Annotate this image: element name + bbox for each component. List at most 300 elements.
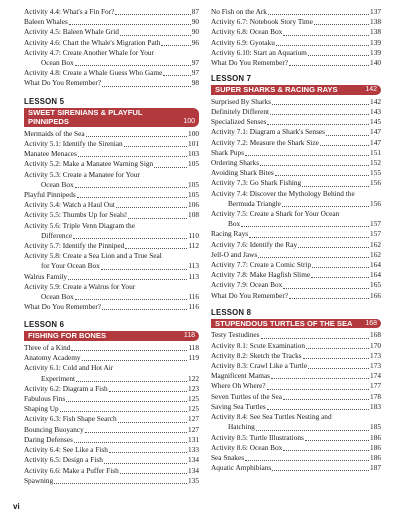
toc-entry <box>24 282 199 292</box>
toc-entry <box>24 200 199 210</box>
toc-entry-page: 156 <box>370 178 381 188</box>
dot-leader <box>109 452 187 453</box>
toc-entry-title: Activity 7.8: Make Hagfish Slime <box>211 270 311 280</box>
toc-entry <box>24 231 199 241</box>
toc-entry <box>24 241 199 251</box>
toc-entry-title: Bermuda Triangle <box>228 198 281 208</box>
toc-entry <box>211 392 381 402</box>
toc-entry-title: Activity 6.4: See Like a Fish <box>24 445 108 455</box>
toc-entry-title: Walrus Family <box>24 271 67 281</box>
dot-leader <box>54 483 187 484</box>
toc-entry <box>24 78 199 88</box>
toc-entry-title: What Do You Remember? <box>24 302 102 312</box>
toc-entry-title: Bouncing Buoyancy <box>24 424 84 434</box>
toc-entry <box>211 453 381 463</box>
toc-entry <box>24 251 199 261</box>
lesson-5-title-line1: SWEET SIRENIANS & PLAYFUL <box>28 107 143 117</box>
toc-entry <box>211 189 381 199</box>
toc-entry-page: 116 <box>188 302 199 312</box>
toc-entry-page: 186 <box>370 442 381 452</box>
toc-entry <box>211 148 381 158</box>
dot-leader <box>115 14 190 15</box>
toc-entry-title: Activity 4.8: Create a Whale Guess Who Game <box>24 68 163 78</box>
toc-entry-title: Fabulous Fins <box>24 394 66 404</box>
toc-entry <box>211 371 381 381</box>
toc-entry-title: Shark Pups <box>211 147 245 157</box>
toc-entry-title: Avoiding Shark Bites <box>211 168 274 178</box>
toc-entry-page: 127 <box>188 414 199 424</box>
dot-leader <box>241 226 369 227</box>
toc-entry <box>211 107 381 117</box>
toc-entry <box>211 158 381 168</box>
toc-entry-page: 97 <box>191 68 199 78</box>
toc-entry-title: Activity 7.5: Create a Shark for Your Ocean <box>211 209 340 219</box>
lesson-5-entries <box>24 129 199 313</box>
toc-entry <box>211 97 381 107</box>
dot-leader <box>120 473 187 474</box>
toc-entry-page: 152 <box>370 158 381 168</box>
toc-entry-page: 139 <box>370 37 381 47</box>
toc-entry-title: Activity 6.3: Fish Shape Search <box>24 414 117 424</box>
toc-entry <box>24 292 199 302</box>
toc-entry <box>211 381 381 391</box>
toc-entry-title: Activity 5.7: Identify the Pinniped <box>24 241 125 251</box>
toc-entry <box>211 178 381 188</box>
toc-entry-title: Activity 4.5: Baleen Whale Grid <box>24 27 119 37</box>
dot-leader <box>311 277 369 278</box>
dot-leader <box>306 348 369 349</box>
toc-entry <box>211 48 381 58</box>
toc-entry <box>211 341 381 351</box>
toc-entry-page: 98 <box>191 78 199 88</box>
lesson-6-entries <box>24 343 199 486</box>
dot-leader <box>283 288 369 289</box>
toc-entry-page: 112 <box>188 241 199 251</box>
toc-entry-page: 127 <box>188 424 199 434</box>
toc-entry-title: Activity 4.7: Create Another Whale for Your <box>24 47 154 57</box>
dot-leader <box>71 350 187 351</box>
lesson-6-title: FISHING FOR BONES <box>28 331 107 341</box>
toc-entry <box>24 425 199 435</box>
toc-entry-page: 135 <box>188 475 199 485</box>
dot-leader <box>267 124 369 125</box>
toc-entry-page: 147 <box>370 127 381 137</box>
toc-entry-title: Activity 5.1: Identify the Sirenian <box>24 139 123 149</box>
dot-leader <box>245 460 369 461</box>
toc-entry-page: 178 <box>370 391 381 401</box>
toc-entry-page: 155 <box>370 168 381 178</box>
toc-entry-title: Magnificent Mamas <box>211 371 270 381</box>
lesson-7-banner-page: 142 <box>365 86 377 94</box>
toc-entry <box>211 422 381 432</box>
toc-entry <box>24 394 199 404</box>
lesson-8-banner <box>211 319 381 329</box>
toc-entry <box>211 7 381 17</box>
dot-leader <box>267 409 369 410</box>
toc-entry-page: 186 <box>370 452 381 462</box>
toc-entry <box>24 68 199 78</box>
toc-entry-title: No Fish on the Ark <box>211 7 267 16</box>
toc-entry-title: Testy Testudines <box>211 330 260 340</box>
dot-leader <box>102 86 191 87</box>
toc-entry-title: Activity 4.6: Chart the Whale's Migration Path <box>24 37 161 47</box>
left-column <box>24 7 199 486</box>
toc-entry-title: Jell-O and Jaws <box>211 249 258 259</box>
toc-entry-title: Ocean Box <box>41 58 74 68</box>
toc-entry-page: 97 <box>191 58 199 68</box>
toc-entry-page: 123 <box>188 383 199 393</box>
dot-leader <box>116 207 187 208</box>
toc-entry-title: Activity 7.4: Discover the Mythology Behind the <box>211 188 355 198</box>
toc-entry-page: 145 <box>370 117 381 127</box>
dot-leader <box>289 65 369 66</box>
dot-leader <box>75 187 187 188</box>
toc-entry-title: Ordering Sharks <box>211 158 260 168</box>
toc-entry-title: Activity 5.2: Make a Manatee Warning Sign <box>24 159 154 169</box>
toc-entry-title: Activity 7.2: Measure the Shark Size <box>211 137 319 147</box>
toc-entry <box>211 229 381 239</box>
toc-entry-page: 170 <box>370 340 381 350</box>
dot-leader <box>303 358 369 359</box>
dot-leader <box>283 35 369 36</box>
toc-entry-page: 186 <box>370 432 381 442</box>
toc-entry <box>24 404 199 414</box>
toc-entry-title: Activity 6.6: Make a Puffer Fish <box>24 465 119 475</box>
toc-list-top-right <box>211 7 381 68</box>
lesson-6-banner <box>24 331 199 341</box>
toc-entry-page: 173 <box>370 361 381 371</box>
toc-entry <box>24 58 199 68</box>
toc-entry-page: 133 <box>188 445 199 455</box>
lesson-7-banner <box>211 85 381 95</box>
dot-leader <box>260 165 369 166</box>
dot-leader <box>78 156 187 157</box>
toc-entry <box>211 250 381 260</box>
toc-entry <box>24 353 199 363</box>
dot-leader <box>268 14 369 15</box>
dot-leader <box>283 399 369 400</box>
toc-entry <box>24 190 199 200</box>
toc-entry-title: Activity 6.8: Ocean Box <box>211 27 283 37</box>
dot-leader <box>73 238 187 239</box>
dot-leader <box>302 186 369 187</box>
toc-entry <box>211 58 381 68</box>
dot-leader <box>86 136 187 137</box>
toc-entry-page: 90 <box>191 27 199 37</box>
dot-leader <box>85 432 187 433</box>
toc-entry-title: Activity 4.4: What's a Fin For? <box>24 7 115 16</box>
toc-entry-title: Aquatic Amphibians <box>211 463 272 473</box>
toc-entry-page: 162 <box>370 249 381 259</box>
dot-leader <box>276 45 369 46</box>
toc-entry-page: 157 <box>370 229 381 239</box>
toc-entry-page: 110 <box>188 230 199 240</box>
toc-entry-title: Activity 7.6: Identify the Ray <box>211 239 298 249</box>
toc-entry-title: Activity 7.3: Go Shark Fishing <box>211 178 302 188</box>
toc-entry-title: Box <box>228 219 241 229</box>
lesson-6-heading: LESSON 6 <box>24 320 65 330</box>
toc-entry-title: Activity 6.1: Cold and Hot Air <box>24 363 114 373</box>
toc-list-top-left <box>24 7 199 89</box>
toc-entry-page: 164 <box>370 260 381 270</box>
toc-entry <box>24 414 199 424</box>
toc-entry-page: 131 <box>188 434 199 444</box>
toc-entry-title: Activity 5.9: Create a Walrus for Your <box>24 281 136 291</box>
toc-entry <box>24 363 199 373</box>
toc-entry <box>211 280 381 290</box>
dot-leader <box>258 257 369 258</box>
toc-entry-title: Activity 7.7: Create a Comic Strip <box>211 260 312 270</box>
toc-entry <box>211 412 381 422</box>
toc-entry <box>24 7 199 17</box>
toc-entry <box>24 210 199 220</box>
dot-leader <box>326 135 369 136</box>
lesson-6-banner-page: 118 <box>183 332 195 340</box>
toc-entry-title: Activity 8.6: Ocean Box <box>211 442 283 452</box>
toc-entry-page: 113 <box>188 261 199 271</box>
toc-entry-title: Difference <box>41 230 73 240</box>
toc-entry-title: Definitely Different <box>211 107 270 117</box>
toc-entry <box>211 260 381 270</box>
toc-entry-page: 147 <box>370 137 381 147</box>
toc-entry <box>24 170 199 180</box>
toc-entry-page: 156 <box>370 198 381 208</box>
toc-entry-page: 177 <box>370 381 381 391</box>
toc-entry <box>211 443 381 453</box>
toc-entry-title: Saving Sea Turtles <box>211 401 266 411</box>
dot-leader <box>75 299 188 300</box>
toc-entry-page: 118 <box>188 343 199 353</box>
toc-entry <box>211 463 381 473</box>
toc-entry-page: 125 <box>188 404 199 414</box>
dot-leader <box>82 360 188 361</box>
dot-leader <box>68 279 187 280</box>
toc-entry-title: Where Oh Where? <box>211 381 266 391</box>
dot-leader <box>128 218 187 219</box>
toc-entry <box>24 149 199 159</box>
toc-entry-page: 100 <box>188 128 199 138</box>
toc-entry-page: 105 <box>188 159 199 169</box>
toc-entry <box>24 435 199 445</box>
toc-entry-page: 103 <box>188 149 199 159</box>
toc-entry <box>211 209 381 219</box>
toc-entry-page: 157 <box>370 219 381 229</box>
toc-entry <box>24 384 199 394</box>
toc-entry-page: 174 <box>370 371 381 381</box>
toc-entry <box>24 27 199 37</box>
toc-entry-title: Seven Turtles of the Sea <box>211 391 282 401</box>
dot-leader <box>308 55 369 56</box>
toc-entry <box>211 127 381 137</box>
toc-entry-title: Baleen Whales <box>24 17 68 27</box>
toc-entry <box>211 330 381 340</box>
dot-leader <box>282 206 369 207</box>
toc-entry-title: Hatching <box>228 422 255 432</box>
toc-entry-title: Activity 7.9: Ocean Box <box>211 280 283 290</box>
toc-entry-title: Activity 7.1: Diagram a Shark's Senses <box>211 127 325 137</box>
toc-entry-page: 173 <box>370 350 381 360</box>
toc-entry <box>24 129 199 139</box>
lesson-5-title-line2: PINNIPEDS <box>28 117 69 127</box>
toc-entry-title: Playful Pinnipeds <box>24 190 76 200</box>
toc-entry <box>24 159 199 169</box>
dot-leader <box>298 247 369 248</box>
toc-entry-title: Racing Rays <box>211 229 249 239</box>
toc-entry <box>24 455 199 465</box>
toc-entry-title: Ocean Box <box>41 292 74 302</box>
toc-entry-title: Activity 8.1: Scute Examination <box>211 340 306 350</box>
toc-entry-title: Surprised By Sharks <box>211 96 271 106</box>
toc-entry-title: Activity 5.6: Triple Venn Diagram the <box>24 220 135 230</box>
toc-entry-title: Spawning <box>24 475 54 485</box>
toc-entry-title: Activity 6.2: Diagram a Fish <box>24 383 108 393</box>
dot-leader <box>275 175 369 176</box>
toc-entry-page: 185 <box>370 422 381 432</box>
lesson-8-entries <box>211 330 381 473</box>
lesson-8-banner-page: 168 <box>365 319 377 327</box>
toc-entry <box>24 476 199 486</box>
toc-entry-title: Mermaids of the Sea <box>24 128 85 138</box>
toc-entry-page: 119 <box>188 353 199 363</box>
dot-leader <box>125 248 187 249</box>
toc-entry <box>24 466 199 476</box>
toc-entry-page: 140 <box>370 58 381 68</box>
lesson-8-heading: LESSON 8 <box>211 307 252 317</box>
toc-entry <box>211 270 381 280</box>
toc-entry-title: Shaping Up <box>24 404 59 414</box>
toc-entry-page: 168 <box>370 330 381 340</box>
dot-leader <box>124 146 187 147</box>
toc-entry <box>211 219 381 229</box>
toc-entry-title: Activity 8.4: See Sea Turtles Nesting and <box>211 412 332 422</box>
page-number: vi <box>13 502 20 511</box>
toc-entry-title: Anatomy Academy <box>24 353 81 363</box>
dot-leader <box>161 45 190 46</box>
toc-entry-title: Activity 8.2: Sketch the Tracks <box>211 350 302 360</box>
dot-leader <box>272 104 369 105</box>
dot-leader <box>104 463 187 464</box>
toc-entry-page: 134 <box>188 455 199 465</box>
toc-entry-page: 105 <box>188 179 199 189</box>
toc-entry-page: 96 <box>191 37 199 47</box>
toc-entry <box>211 117 381 127</box>
toc-entry-title: Experiment <box>41 373 76 383</box>
toc-entry <box>24 180 199 190</box>
toc-entry-page: 162 <box>370 239 381 249</box>
toc-entry-title: Daring Defenses <box>24 434 73 444</box>
dot-leader <box>271 378 369 379</box>
toc-entry-title: Activity 5.8: Create a Sea Lion and a True Seal <box>24 251 162 261</box>
toc-entry-page: 116 <box>188 292 199 302</box>
toc-entry-page: 164 <box>370 270 381 280</box>
dot-leader <box>118 422 187 423</box>
toc-entry <box>24 374 199 384</box>
dot-leader <box>163 75 190 76</box>
toc-entry <box>24 38 199 48</box>
toc-entry <box>24 139 199 149</box>
dot-leader <box>314 24 369 25</box>
dot-leader <box>66 401 187 402</box>
dot-leader <box>74 442 187 443</box>
toc-entry-page: 122 <box>188 373 199 383</box>
toc-entry <box>211 168 381 178</box>
toc-entry-page: 187 <box>370 463 381 473</box>
toc-entry <box>24 272 199 282</box>
toc-entry-page: 138 <box>370 17 381 27</box>
toc-entry-title: for Your Ocean Box <box>41 261 100 271</box>
dot-leader <box>77 197 187 198</box>
toc-entry <box>211 38 381 48</box>
toc-entry-title: Three of a Kind <box>24 343 71 353</box>
toc-entry-title: What Do You Remember? <box>211 290 289 300</box>
toc-entry-title: What Do You Remember? <box>211 58 289 68</box>
dot-leader <box>256 430 369 431</box>
toc-entry <box>24 261 199 271</box>
toc-entry <box>211 361 381 371</box>
lesson-8-title: STUPENDOUS TURTLES OF THE SEA <box>215 318 353 328</box>
toc-entry <box>24 17 199 27</box>
toc-entry-page: 106 <box>188 200 199 210</box>
right-column <box>211 7 381 473</box>
lesson-7-title: SUPER SHARKS & RACING RAYS <box>215 85 338 95</box>
lesson-5-banner <box>24 108 199 127</box>
dot-leader <box>272 470 369 471</box>
toc-entry-title: Activity 5.4: Watch a Haul Out <box>24 200 115 210</box>
toc-entry-title: Activity 5.5: Thumbs Up for Seals! <box>24 210 128 220</box>
dot-leader <box>76 381 187 382</box>
toc-entry-page: 108 <box>188 210 199 220</box>
toc-entry-title: Manatee Menaces <box>24 149 77 159</box>
toc-entry <box>24 48 199 58</box>
toc-entry-title: Activity 6.5: Design a Fish <box>24 455 103 465</box>
dot-leader <box>75 65 191 66</box>
dot-leader <box>154 167 187 168</box>
dot-leader <box>69 24 191 25</box>
dot-leader <box>261 338 370 339</box>
toc-entry-title: Activity 6.10: Start an Aquarium <box>211 47 307 57</box>
toc-entry <box>24 343 199 353</box>
toc-entry-page: 138 <box>370 27 381 37</box>
toc-entry-title: Specialized Senses <box>211 117 267 127</box>
dot-leader <box>267 389 369 390</box>
toc-entry-page: 151 <box>370 147 381 157</box>
lesson-5-banner-page: 100 <box>183 118 195 126</box>
toc-entry-title: Activity 8.3: Crawl Like a Turtle <box>211 361 308 371</box>
toc-entry <box>211 199 381 209</box>
dot-leader <box>308 368 369 369</box>
toc-entry-page: 90 <box>191 17 199 27</box>
toc-entry <box>211 138 381 148</box>
dot-leader <box>102 309 187 310</box>
toc-entry-title: Activity 6.9: Gyotaku <box>211 37 275 47</box>
toc-entry-page: 101 <box>188 139 199 149</box>
toc-entry-page: 134 <box>188 465 199 475</box>
dot-leader <box>245 155 369 156</box>
toc-entry-page: 142 <box>370 96 381 106</box>
dot-leader <box>249 237 369 238</box>
dot-leader <box>312 267 369 268</box>
toc-entry <box>211 17 381 27</box>
dot-leader <box>283 450 369 451</box>
toc-entry <box>24 445 199 455</box>
toc-entry <box>211 402 381 412</box>
lesson-5-heading: LESSON 5 <box>24 96 65 106</box>
toc-entry-title: Activity 5.3: Create a Manatee for Your <box>24 169 140 179</box>
toc-entry-page: 165 <box>370 280 381 290</box>
toc-entry <box>24 221 199 231</box>
toc-entry-title: Activity 8.5: Turtle Illustrations <box>211 432 304 442</box>
toc-entry <box>24 302 199 312</box>
